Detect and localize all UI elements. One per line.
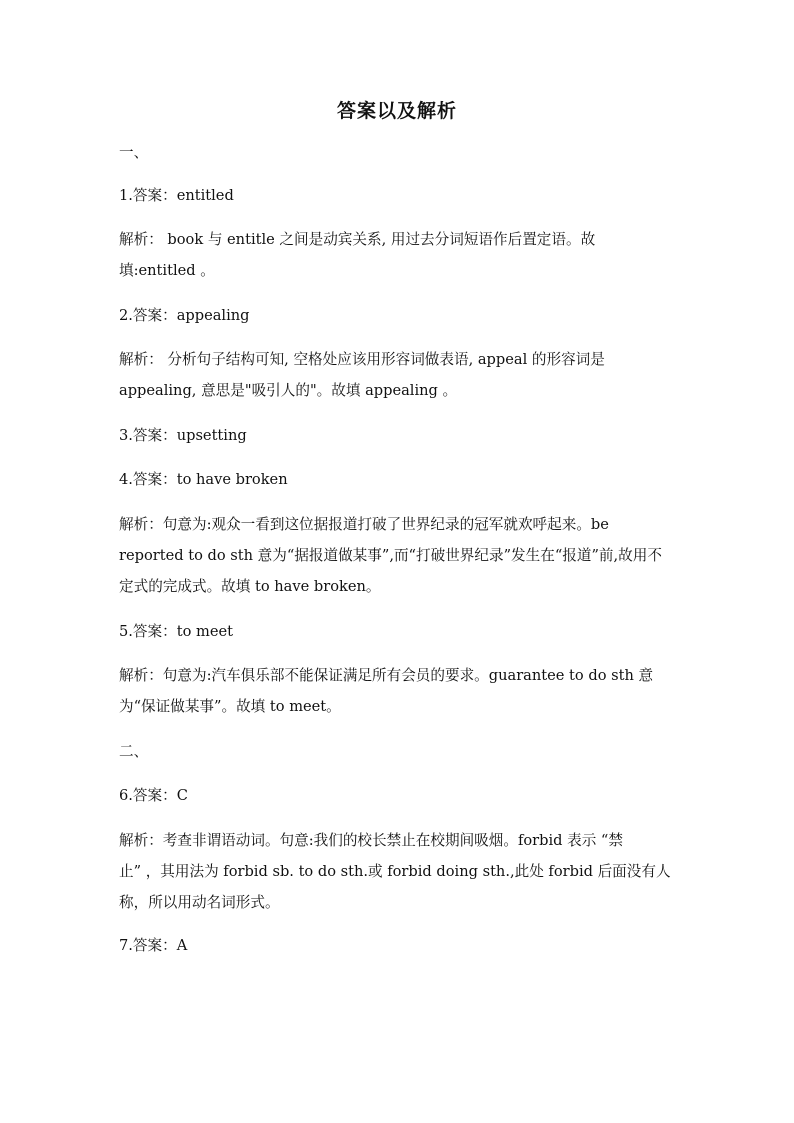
explanation-1 (119, 224, 679, 286)
explanation-5 (119, 660, 679, 722)
page-title: 答案以及解析 (336, 100, 457, 122)
explanation-2-line-1: 解析： 分析句子结构可知, 空格处应该用形容词做表语, appeal 的形容词是 (119, 351, 605, 368)
explanation-6-line-3: 称，所以用动名词形式。 (119, 894, 280, 911)
explanation-1-line-2: 填:entitled 。 (119, 262, 215, 279)
explanation-5-line-2: 为“保证做某事”。故填 to meet。 (119, 698, 341, 715)
answer-5: 5.答案：to meet (119, 623, 233, 640)
section-heading-one: 一、 (119, 144, 149, 161)
explanation-6 (119, 825, 679, 918)
explanation-4-line-1: 解析：句意为:观众一看到这位据报道打破了世界纪录的冠军就欢呼起来。be (119, 516, 609, 533)
answer-3: 3.答案：upsetting (119, 427, 247, 444)
answer-4: 4.答案：to have broken (119, 471, 288, 488)
explanation-5-line-1: 解析：句意为:汽车俱乐部不能保证满足所有会员的要求。guarantee to do sth 意 (119, 667, 654, 684)
explanation-2-line-2: appealing, 意思是"吸引人的"。故填 appealing 。 (119, 382, 458, 399)
explanation-4-line-3: 定式的完成式。故填 to have broken。 (119, 578, 381, 595)
explanation-6-line-1: 解析：考查非谓语动词。句意:我们的校长禁止在校期间吸烟。forbid 表示 “禁 (119, 832, 623, 849)
answer-1: 1.答案：entitled (119, 187, 234, 204)
section-heading-two: 二、 (119, 743, 149, 760)
explanation-4-line-2: reported to do sth 意为“据报道做某事”,而“打破世界纪录”发生在“报道”前,故用不 (119, 547, 662, 564)
answer-6: 6.答案：C (119, 787, 188, 804)
explanation-1-line-1: 解析： book 与 entitle 之间是动宾关系, 用过去分词短语作后置定语。故 (119, 231, 596, 248)
answer-2: 2.答案：appealing (119, 307, 250, 324)
answer-7: 7.答案：A (119, 937, 188, 954)
explanation-4 (119, 509, 679, 602)
explanation-6-line-2: 止” ，其用法为 forbid sb. to do sth.或 forbid doing sth.,此处 forbid 后面没有人 (119, 863, 671, 880)
explanation-2 (119, 344, 679, 406)
